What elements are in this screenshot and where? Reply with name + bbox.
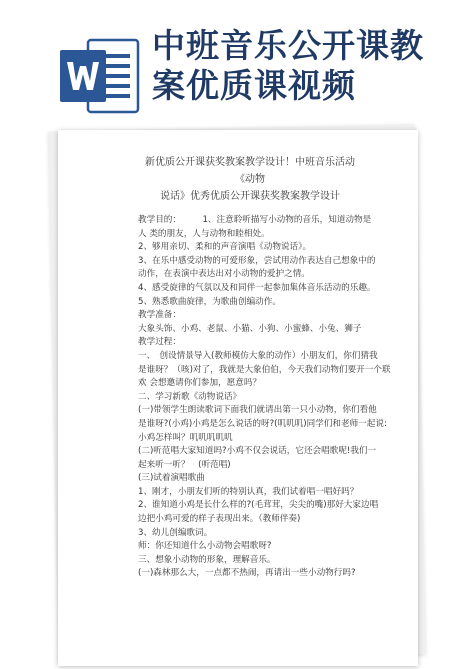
document-title-line-1: 新优质公开课获奖教案教学设计！中班音乐活动《动物 xyxy=(145,157,355,185)
body-line: 1、刚才，小朋友们听的特别认真，我们试着唱一唱好吗？ xyxy=(138,486,359,497)
header-banner xyxy=(0,0,474,140)
body-line: 3、幼儿创编歌词。 xyxy=(138,527,213,538)
body-line: 教学目的： 1、注意聆听描写小动物的音乐，知道动物是 xyxy=(138,215,372,225)
body-line: 起来听一听？ (听范唱) xyxy=(138,459,231,470)
page-title-line-1: 中班音乐公开课教 xyxy=(152,26,424,65)
body-line: 欢 会想邀请你们参加，愿意吗？ xyxy=(138,378,262,389)
document-title-line-2: 说话》优秀优质公开课获奖教案教学设计 xyxy=(160,191,340,202)
body-line: 是谁呀？（咳)对了，我就是大象伯伯，今天我们动物们要开一个联 xyxy=(138,364,391,375)
word-document-icon xyxy=(60,38,140,114)
body-line: 师：你还知道什么小动物会唱歌呀? xyxy=(138,541,272,552)
body-line: 人 类的朋友，人与动物和睦相处。 xyxy=(138,228,270,239)
document-title xyxy=(136,154,364,205)
body-line: 三、想象小动物的形象，理解音乐。 xyxy=(138,554,276,565)
body-line: 2、谁知道小鸡是长什么样的?(毛茸茸，尖尖的嘴)那好大家边唱 xyxy=(138,500,379,511)
body-line: 大象头饰、小鸡、老鼠、小猫、小狗、小蜜蜂、小兔、狮子 xyxy=(138,323,362,334)
body-line: 动作，在表演中表达出对小动物的爱护之情。 xyxy=(138,269,310,280)
body-line: 3、在乐中感受动物的可爱形象，尝试用动作表达自己想象中的 xyxy=(138,255,376,266)
body-line: 边把小鸡可爱的样子表现出来。（教师伴奏) xyxy=(138,514,301,525)
body-line: 小鸡怎样叫？叽叽叽叽叽 xyxy=(138,432,233,443)
body-line: 2、够用亲切、柔和的声音演唱《动物说话》。 xyxy=(138,242,312,253)
body-line: 4、感受旋律的气氛以及和同伴一起参加集体音乐活动的乐趣。 xyxy=(138,282,376,293)
page-title xyxy=(152,26,462,106)
document-page xyxy=(58,130,418,666)
page-title-line-2: 案优质课视频 xyxy=(152,66,356,105)
body-line: (一)森林那么大，一点都不热闹，再请出一些小动物行吗? xyxy=(138,568,356,579)
document-body xyxy=(138,214,418,581)
body-line: (三)试着演唱歌曲 xyxy=(138,473,205,484)
body-line: 教学过程： xyxy=(138,337,181,348)
body-line: 是谁呀?(小鸡)小鸡是怎么说话的呀?(叽叽叽)同学们和老师一起说: xyxy=(138,418,387,429)
body-line: (一)带领学生朗读歌词下面我们就请出第一只小动物，你们看他 xyxy=(138,405,377,416)
body-line: 一、 创设情景导入(教师模仿大象的动作）小朋友们，你们猜我 xyxy=(138,350,378,361)
body-line: (二)听范唱大家知道吗?小鸡不仅会说话，它还会唱歌呢!我们一 xyxy=(138,446,377,457)
body-line: 5、熟悉歌曲旋律，为歌曲创编动作。 xyxy=(138,296,281,307)
body-line: 教学准备： xyxy=(138,310,181,321)
body-line: 二、学习新歌《动物说话》 xyxy=(138,391,242,402)
